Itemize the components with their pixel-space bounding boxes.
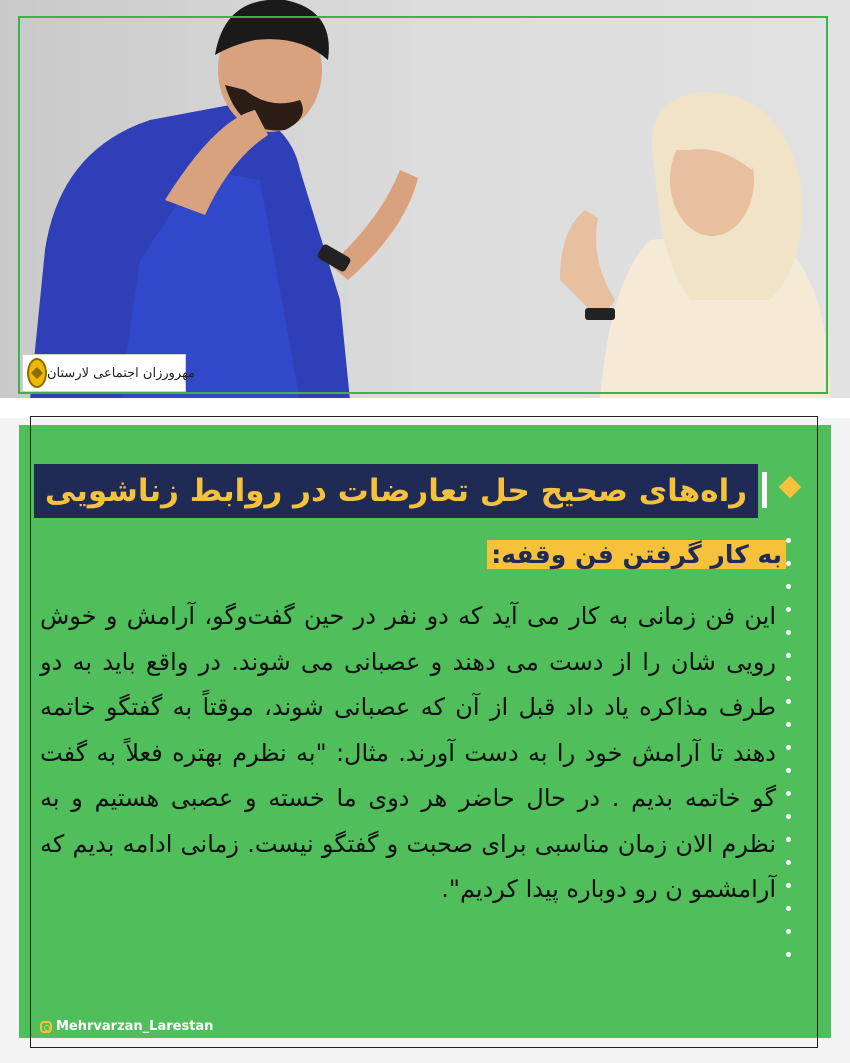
body-paragraph: این فن زمانی به کار می آید که دو نفر در حین گفت‌وگو، آرامش و خوش رویی شان را از دست می دهند و عصبانی می شوند. در واقع باید به دو طرف مذاکره یاد داد قبل از آن که عصبانی شوند، موقتاً به گفتگو خاتمه دهند تا آرامش خود را به دست آورند. مثال: "به نظرم بهتره فعلاً به گفت گو خاتمه بدیم . در حال حاضر هر دوی ما خسته و عصبی هستیم و به نظرم الان زمان مناسبی برای صحبت و گفتگو نیست. زمانی ادامه بدیم که آرامشمو ن رو دوباره پیدا کردیم". (40, 602, 776, 903)
separator (0, 398, 850, 418)
logo-text: مهرورزان اجتماعی لارستان (47, 365, 196, 381)
section-heading: به کار گرفتن فن وقفه: (487, 540, 786, 569)
title-bar (34, 464, 758, 518)
dotted-rule (786, 538, 792, 975)
instagram-handle: Mehrvarzan_Larestan (56, 1019, 214, 1034)
instagram-icon (40, 1021, 52, 1033)
organization-logo (22, 354, 196, 392)
photo-frame (18, 16, 828, 394)
header-photo (0, 0, 850, 398)
instagram-credit (40, 1019, 213, 1034)
page-title: راه‌های صحیح حل تعارضات در روابط زناشویی (44, 473, 748, 509)
title-divider (762, 472, 767, 508)
logo-emblem-icon (27, 358, 47, 388)
